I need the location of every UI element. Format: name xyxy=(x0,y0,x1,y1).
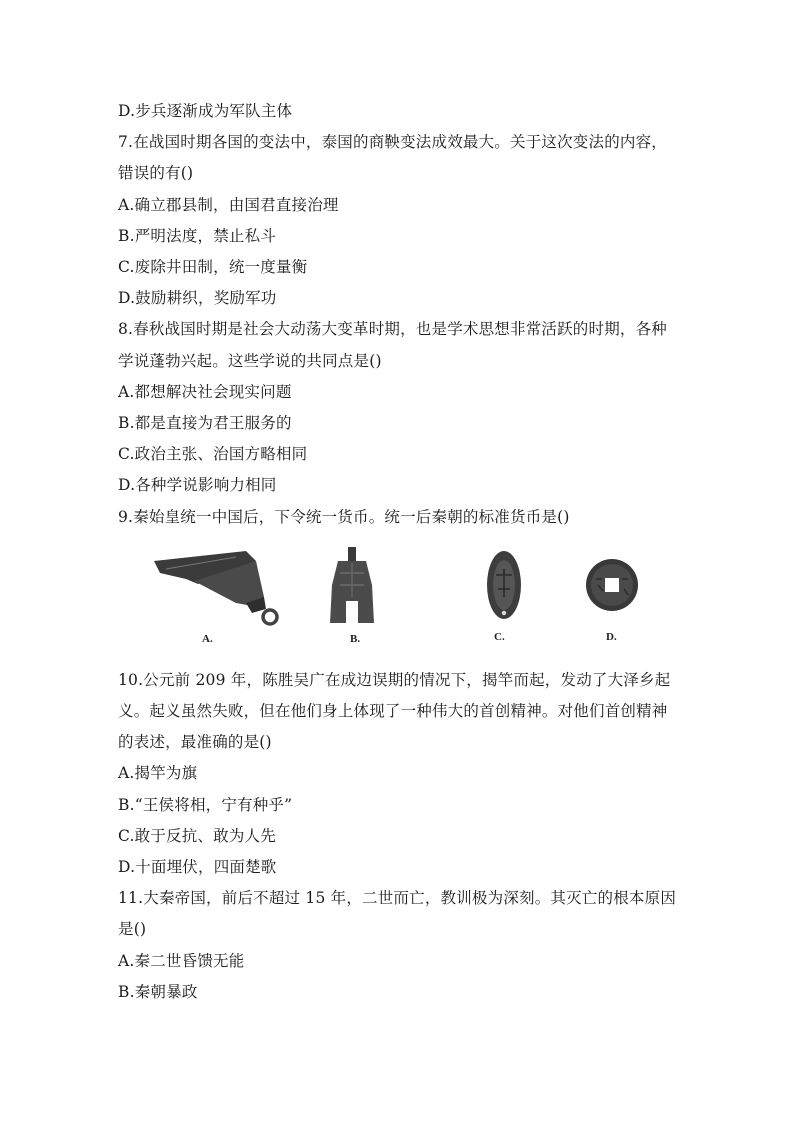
question-10-line-3: 的表述，最准确的是() xyxy=(118,733,272,752)
knife-coin-icon xyxy=(146,539,296,665)
option-8a: A.都想解决社会现实问题 xyxy=(118,382,292,401)
option-7c: C.废除井田制，统一度量衡 xyxy=(118,258,308,277)
option-10c: C.敢于反抗、敢为人先 xyxy=(118,826,276,845)
document-body xyxy=(118,96,678,1008)
coin-figure xyxy=(146,539,726,665)
question-10-line-2: 义。起义虽然失败，但在他们身上体现了一种伟大的首创精神。对他们首创精神 xyxy=(118,702,668,721)
spade-coin xyxy=(324,539,474,665)
option-7a: A.确立郡县制，由国君直接治理 xyxy=(118,195,339,214)
coin-label-c: C. xyxy=(494,630,505,643)
option-6d: D.步兵逐渐成为军队主体 xyxy=(118,102,293,120)
option-8c: C.政治主张、治国方略相同 xyxy=(118,445,308,464)
banliang-coin-icon xyxy=(576,539,726,665)
option-7d: D.鼓励耕织，奖励军功 xyxy=(118,289,277,308)
question-9: 9.秦始皇统一中国后，下令统一货币。统一后秦朝的标准货币是() xyxy=(118,507,570,526)
question-11-line-1: 11.大秦帝国，前后不超过 15 年，二世而亡，教训极为深刻。其灭亡的根本原因 xyxy=(118,889,677,908)
option-8b: B.都是直接为君王服务的 xyxy=(118,414,292,433)
question-11-line-2: 是() xyxy=(118,920,147,939)
question-7-line-1: 7.在战国时期各国的变法中，泰国的商鞅变法成效最大。关于这次变法的内容， xyxy=(118,133,667,152)
coin-label-b: B. xyxy=(350,632,361,645)
question-8-line-1: 8.春秋战国时期是社会大动荡大变革时期，也是学术思想非常活跃的时期，各种 xyxy=(118,320,667,339)
banliang-coin xyxy=(576,539,726,665)
coin-label-a: A. xyxy=(202,632,213,645)
coin-label-d: D. xyxy=(606,630,617,643)
knife-coin xyxy=(146,539,296,665)
spade-coin-icon xyxy=(324,539,474,665)
option-7b: B.严明法度，禁止私斗 xyxy=(118,226,277,245)
option-11b: B.秦朝暴政 xyxy=(118,982,198,1001)
question-8-line-2: 学说蓬勃兴起。这些学说的共同点是() xyxy=(118,351,382,370)
option-10b: B.“王侯将相，宁有种乎” xyxy=(118,795,293,814)
question-10-line-1: 10.公元前 209 年，陈胜吴广在成边误期的情况下，揭竿而起，发动了大泽乡起 xyxy=(118,670,671,689)
option-10d: D.十面埋伏，四面楚歌 xyxy=(118,858,277,877)
option-10a: A.揭竿为旗 xyxy=(118,764,198,783)
option-8d: D.各种学说影响力相同 xyxy=(118,476,277,495)
question-7-line-2: 错误的有() xyxy=(118,164,194,183)
option-11a: A.秦二世昏馈无能 xyxy=(118,951,245,970)
